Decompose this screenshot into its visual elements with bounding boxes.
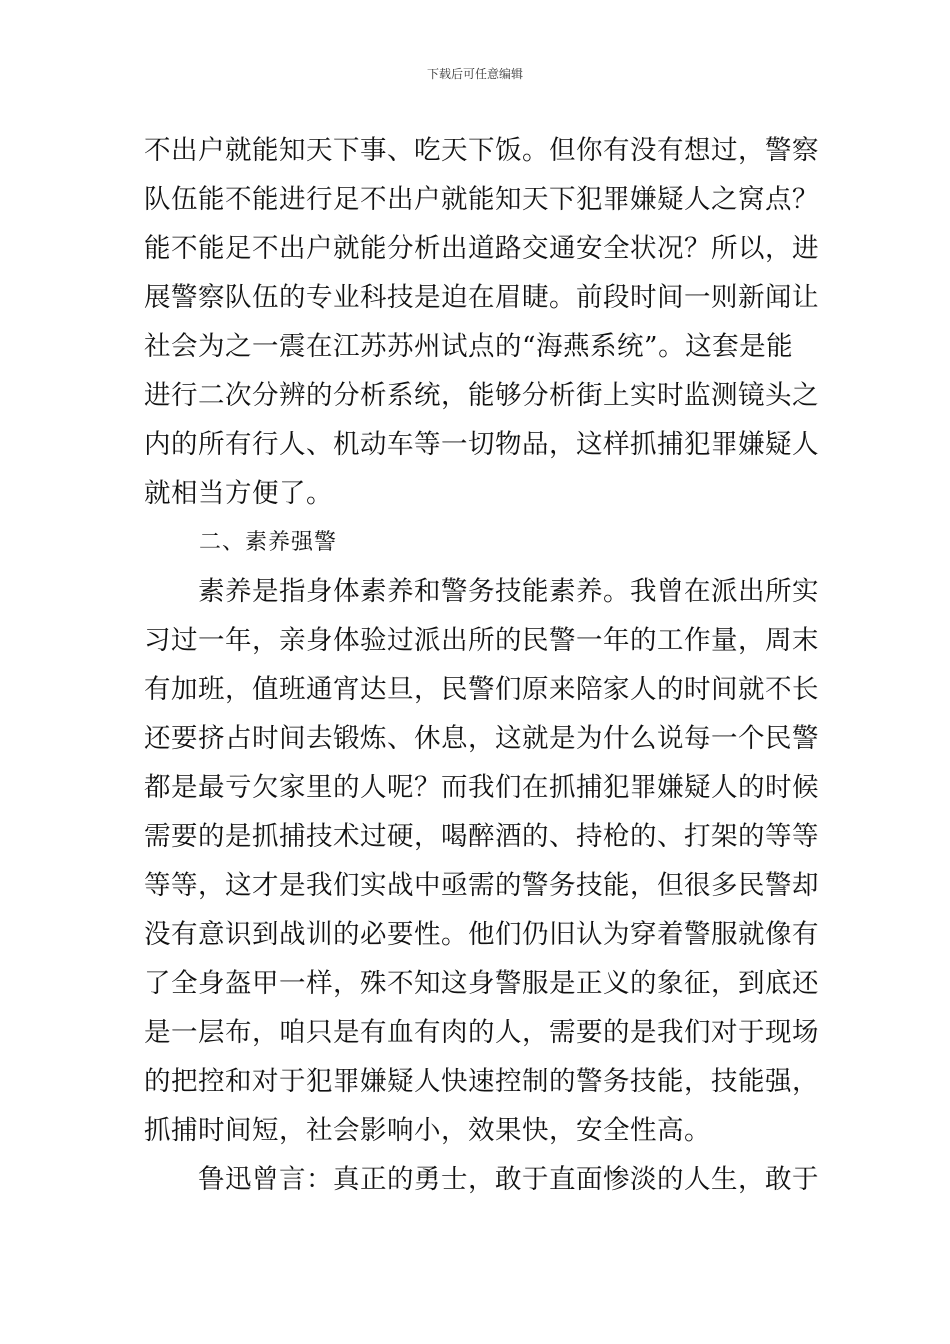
text-line: 需要的是抓捕技术过硬，喝醉酒的、持枪的、打架的等等 [144,821,819,852]
text-line: 是一层布，咱只是有血有肉的人，需要的是我们对于现场 [144,1017,819,1048]
text-line: 抓捕时间短，社会影响小，效果快，安全性高。 [144,1115,711,1146]
text-line: 社会为之一震在江苏苏州试点的“海燕系统”。这套是能 [144,331,794,362]
paragraph-2 [144,567,819,1155]
text-line: 进行二次分辨的分析系统，能够分析街上实时监测镜头之 [144,380,819,411]
text-line: 都是最亏欠家里的人呢？而我们在抓捕犯罪嫌疑人的时候 [144,772,819,803]
text-line: 没有意识到战训的必要性。他们仍旧认为穿着警服就像有 [144,919,819,950]
text-line: 内的所有行人、机动车等一切物品，这样抓捕犯罪嫌疑人 [144,429,819,460]
document-body [144,126,819,1204]
section-heading: 二、素养强警 [199,530,338,555]
text-line: 等等，这才是我们实战中亟需的警务技能，但很多民警却 [144,870,819,901]
text-line: 的把控和对于犯罪嫌疑人快速控制的警务技能，技能强， [144,1066,819,1097]
text-line: 还要挤占时间去锻炼、休息，这就是为什么说每一个民警 [144,723,819,754]
text-line: 有加班，值班通宵达旦，民警们原来陪家人的时间就不长 [144,674,819,705]
text-line: 了全身盔甲一样，殊不知这身警服是正义的象征，到底还 [144,968,819,999]
text-line: 展警察队伍的专业科技是迫在眉睫。前段时间一则新闻让 [144,282,819,313]
text-line: 素养是指身体素养和警务技能素养。我曾在派出所实 [198,576,819,607]
text-line: 就相当方便了。 [144,478,333,509]
text-line: 习过一年，亲身体验过派出所的民警一年的工作量，周末 [144,625,819,656]
text-line: 能不能足不出户就能分析出道路交通安全状况？所以，进 [144,233,819,264]
paragraph-1 [144,126,819,518]
page-header: 下载后可任意编辑 [426,67,523,81]
text-line: 不出户就能知天下事、吃天下饭。但你有没有想过，警察 [144,135,819,166]
text-line: 鲁迅曾言：真正的勇士，敢于直面惨淡的人生，敢于 [198,1164,819,1195]
paragraph-3 [144,1155,819,1204]
text-line: 队伍能不能进行足不出户就能知天下犯罪嫌疑人之窝点？ [144,184,819,215]
